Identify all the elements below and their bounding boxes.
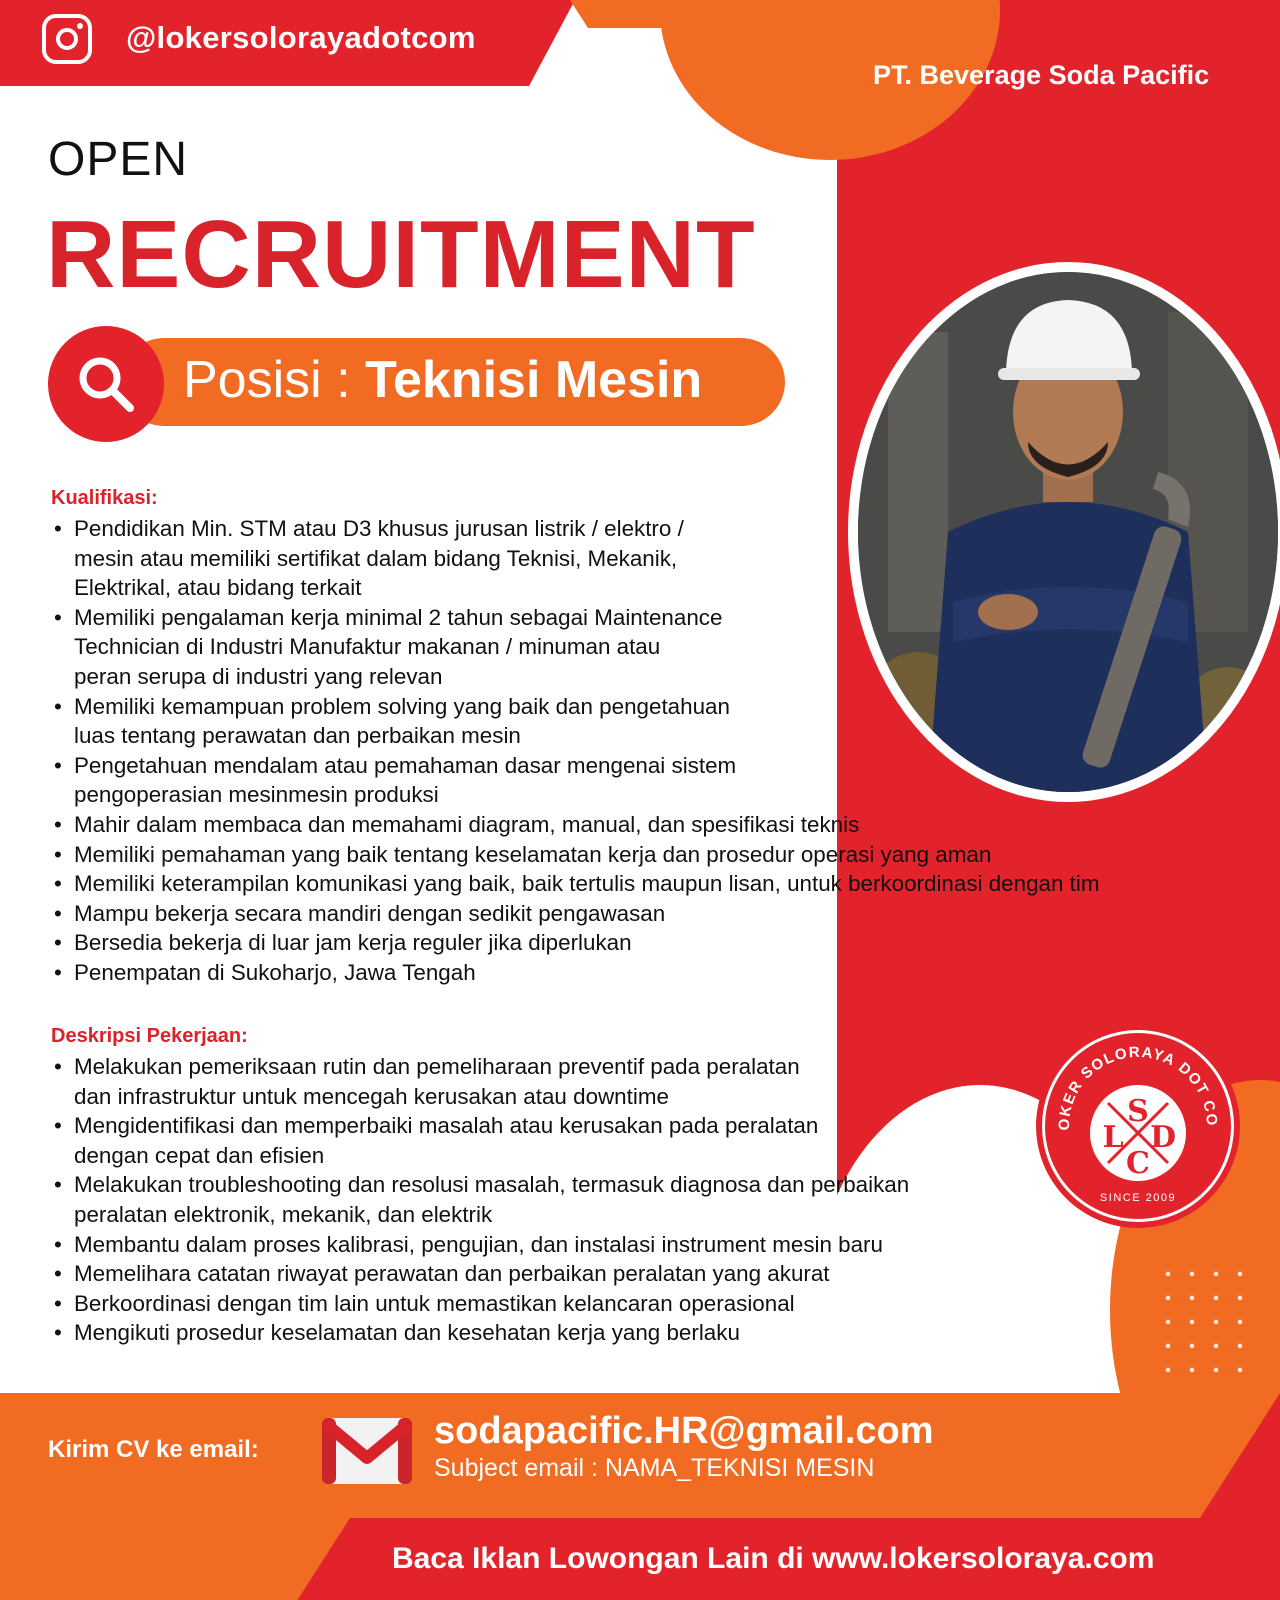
instagram-icon[interactable] [42,14,92,64]
recruitment-heading: RECRUITMENT [46,201,756,308]
list-item: dan infrastruktur untuk mencegah kerusakan atau downtime [74,1083,669,1109]
email-subject: Subject email : NAMA_TEKNISI MESIN [434,1454,875,1482]
list-item: • Memiliki kemampuan problem solving yang baik dan pengetahuan [50,692,1250,722]
company-name: PT. Beverage Soda Pacific [873,60,1210,90]
list-item: • Memelihara catatan riwayat perawatan dan perbaikan peralatan yang akurat [50,1259,1050,1289]
position-prefix: Posisi : [183,351,351,409]
list-item: • Penempatan di Sukoharjo, Jawa Tengah [50,958,1250,988]
deskripsi-list [50,1052,1050,1348]
lsd-logo [1042,1030,1234,1222]
list-item: • Membantu dalam proses kalibrasi, pengujian, dan instalasi instrument mesin baru [50,1230,1050,1260]
logo-letter-l: L [1102,1120,1124,1155]
list-item: • Bersedia bekerja di luar jam kerja reguler jika diperlukan [50,928,1250,958]
list-item: • Memiliki pengalaman kerja minimal 2 tahun sebagai Maintenance [50,603,1250,633]
list-item: Elektrikal, atau bidang terkait [74,575,362,601]
list-item: • Mengidentifikasi dan memperbaiki masalah atau kerusakan pada peralatan [50,1111,1050,1141]
list-item: • Pengetahuan mendalam atau pemahaman dasar mengenai sistem [50,751,1250,781]
list-item: Technician di Industri Manufaktur makanan / minuman atau [74,634,661,660]
position-value: Teknisi Mesin [365,351,703,409]
logo-letter-s: S [1127,1094,1149,1129]
send-cv-label: Kirim CV ke email: [48,1436,259,1463]
website-link[interactable]: Baca Iklan Lowongan Lain di www.lokersoloraya.com [392,1542,1155,1575]
dot-pattern [1156,1262,1256,1382]
list-item: luas tentang perawatan dan perbaikan mesin [74,723,521,749]
list-item: • Pendidikan Min. STM atau D3 khusus jurusan listrik / elektro / [50,514,1250,544]
list-item: • Memiliki pemahaman yang baik tentang keselamatan kerja dan prosedur operasi yang aman [50,840,1250,870]
list-item: peralatan elektronik, mekanik, dan elektrik [74,1201,493,1227]
logo-ring-text: OKER SOLORAYA DOT CO [1055,1043,1221,1131]
kualifikasi-title: Kualifikasi: [51,487,158,509]
top-banner-accent [570,0,870,28]
list-item: • Berkoordinasi dengan tim lain untuk memastikan kelancaran operasional [50,1289,1050,1319]
list-item: • Mengikuti prosedur keselamatan dan kesehatan kerja yang berlaku [50,1318,1050,1348]
open-heading: OPEN [48,133,189,186]
bottom-banner-accent [0,1518,350,1600]
list-item: pengoperasian mesinmesin produksi [74,782,439,808]
search-icon [48,326,164,442]
list-item: • Melakukan pemeriksaan rutin dan pemeliharaan preventif pada peralatan [50,1052,1050,1082]
logo-letter-d: D [1149,1120,1177,1155]
mail-icon [322,1418,412,1484]
logo-since: SINCE 2009 [1099,1192,1177,1204]
list-item: • Memiliki keterampilan komunikasi yang baik, baik tertulis maupun lisan, untuk berkoordinasi dengan tim [50,869,1250,899]
position-label [183,350,702,410]
list-item: • Melakukan troubleshooting dan resolusi masalah, termasuk diagnosa dan perbaikan [50,1170,1050,1200]
deskripsi-title: Deskripsi Pekerjaan: [51,1025,248,1047]
kualifikasi-list [50,514,1250,988]
list-item: • Mahir dalam membaca dan memahami diagram, manual, dan spesifikasi teknis [50,810,1250,840]
list-item: • Mampu bekerja secara mandiri dengan sedikit pengawasan [50,899,1250,929]
list-item: mesin atau memiliki sertifikat dalam bidang Teknisi, Mekanik, [74,545,678,571]
instagram-handle[interactable]: @lokersolorayadotcom [126,20,476,55]
list-item: dengan cepat dan efisien [74,1142,325,1168]
logo-letter-c: C [1126,1146,1150,1181]
email-address[interactable]: sodapacific.HR@gmail.com [434,1410,934,1452]
list-item: peran serupa di industri yang relevan [74,663,443,689]
